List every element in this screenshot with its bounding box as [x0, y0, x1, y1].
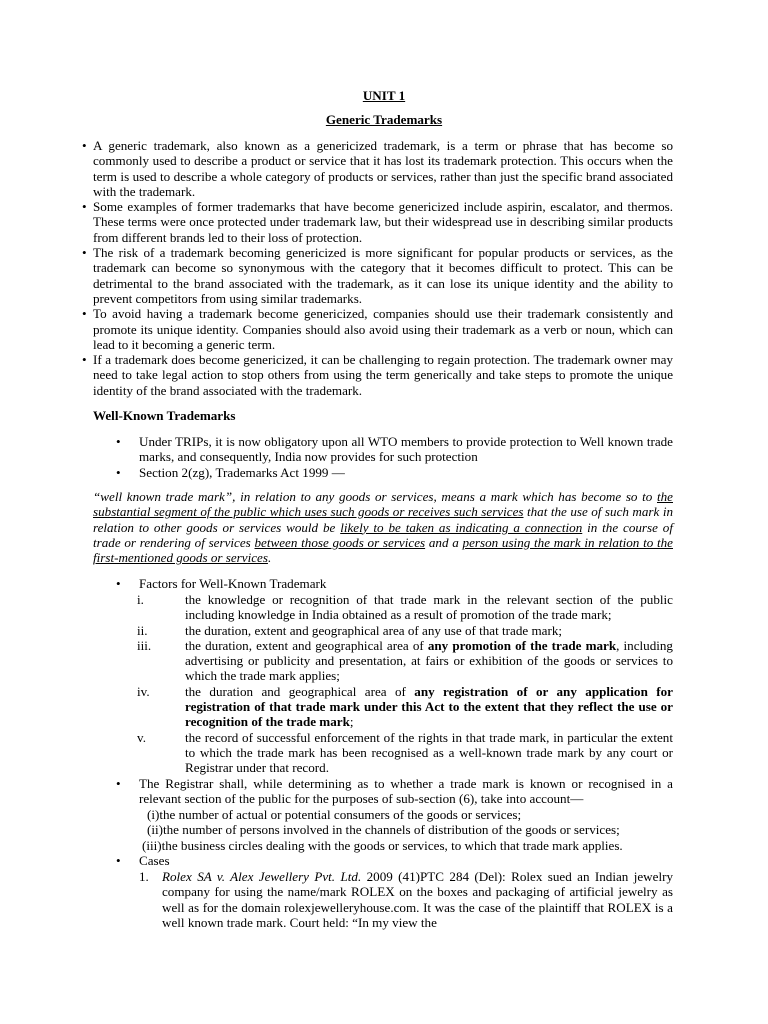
factors-list: [137, 592, 673, 776]
list-item: • To avoid having a trademark become genericized, companies should use their trademark consistently and promote its unique identity. Companies should also avoid using their trademark as a verb or noun, which can lead to it becoming a generic term.: [82, 306, 673, 352]
list-item: • The risk of a trademark becoming genericized is more significant for popular products or services, as the trademark can become so synonymous with the category that it becomes difficult to protect. This can be detrimental to the brand associated with the trademark, as it can lose its unique identity and the ability to prevent competitors from using similar trademarks.: [82, 245, 673, 306]
bullet-icon: •: [116, 776, 121, 791]
list-item: • If a trademark does become genericized, it can be challenging to regain protection. The trademark owner may need to take legal action to stop others from using the term generically and take steps to promote the unique identity of the brand associated with the trademark.: [82, 352, 673, 398]
list-item: ii. the duration, extent and geographical area of any use of that trade mark;: [137, 622, 563, 638]
bullet-icon: •: [82, 352, 87, 368]
registrar-item: • The Registrar shall, while determining as to whether a trade mark is known or recognised in a relevant section of the public for the purposes of sub-section (6), take into account—: [116, 776, 673, 807]
factors-heading: • Factors for Well-Known Trademark: [116, 576, 327, 591]
generic-trademarks-list: [82, 138, 673, 398]
bullet-icon: •: [82, 245, 87, 261]
list-item: • Under TRIPs, it is now obligatory upon all WTO members to provide protection to Well known trade marks, and consequently, India now provides for such protection: [116, 434, 673, 465]
list-item: (ii)the number of persons involved in the channels of distribution of the goods or services;: [147, 822, 620, 838]
list-item: • A generic trademark, also known as a genericized trademark, is a term or phrase that has become so commonly used to describe a product or service that it has lost its trademark protection. This occurs when the term is used to describe a whole category of products or services, rather than just the specific brand associated with the trademark.: [82, 138, 673, 199]
bullet-icon: •: [82, 138, 87, 153]
list-item: i. the knowledge or recognition of that trade mark in the relevant section of the public including knowledge in India obtained as a result of promotion of the trade mark;: [137, 592, 673, 623]
case-item: 1. Rolex SA v. Alex Jewellery Pvt. Ltd. 2009 (41)PTC 284 (Del): Rolex sued an Indian jewelry company for using the name/mark ROLEX on the boxes and packaging of artificial jewelry as well as for the domain rolexjewelleryhouse.com. It was the case of the plaintiff that ROLEX is a well known trade mark. Court held: “In my view the: [139, 869, 673, 930]
list-item: (iii)the business circles dealing with the goods or services, to which that trade mark applies.: [142, 837, 623, 853]
section-heading-generic-trademarks: Generic Trademarks: [325, 112, 443, 127]
cases-heading: • Cases: [116, 853, 170, 868]
bullet-icon: •: [82, 199, 87, 215]
bullet-icon: •: [116, 434, 121, 449]
list-item: iv. the duration and geographical area of any registration of or any application for registration of that trade mark under this Act to the extent that they reflect the use or recognition of the trade mark;: [137, 683, 673, 730]
definition-quote: “well known trade mark”, in relation to any goods or services, means a mark which has become so to the substantial segment of the public which uses such goods or receives such services that the use of such mark in relation to other goods or services would be likely to be taken as indicating a connection in the course of trade or rendering of services between those goods or services and a person using the mark in relation to the first-mentioned goods or services.: [93, 489, 674, 566]
case-name: Rolex SA v. Alex Jewellery Pvt. Ltd.: [162, 869, 362, 884]
section-heading-well-known-trademarks: Well-Known Trademarks: [93, 408, 236, 423]
list-item: • Some examples of former trademarks that have become genericized include aspirin, escalator, and thermos. These terms were once protected under trademark law, but their widespread use in describing similar products from different brands led to their loss of protection.: [82, 199, 673, 245]
bullet-icon: •: [82, 306, 87, 322]
list-item: • Section 2(zg), Trademarks Act 1999 —: [116, 464, 345, 480]
bullet-icon: •: [116, 576, 121, 591]
bullet-icon: •: [116, 464, 121, 480]
registrar-sub-list: [139, 807, 679, 853]
list-item: (i)the number of actual or potential consumers of the goods or services;: [147, 807, 522, 822]
unit-title: UNIT 1: [362, 88, 406, 103]
list-item: v. the record of successful enforcement of the rights in that trade mark, in particular the extent to which the trade mark has been recognised as a well-known trade mark by any court or Registrar under that record.: [137, 729, 673, 776]
bullet-icon: •: [116, 853, 121, 868]
well-known-list: [116, 434, 673, 480]
list-item: iii. the duration, extent and geographical area of any promotion of the trade mark, including advertising or publicity and presentation, at fairs or exhibition of the goods or services to which the trade mark applies;: [137, 637, 673, 684]
